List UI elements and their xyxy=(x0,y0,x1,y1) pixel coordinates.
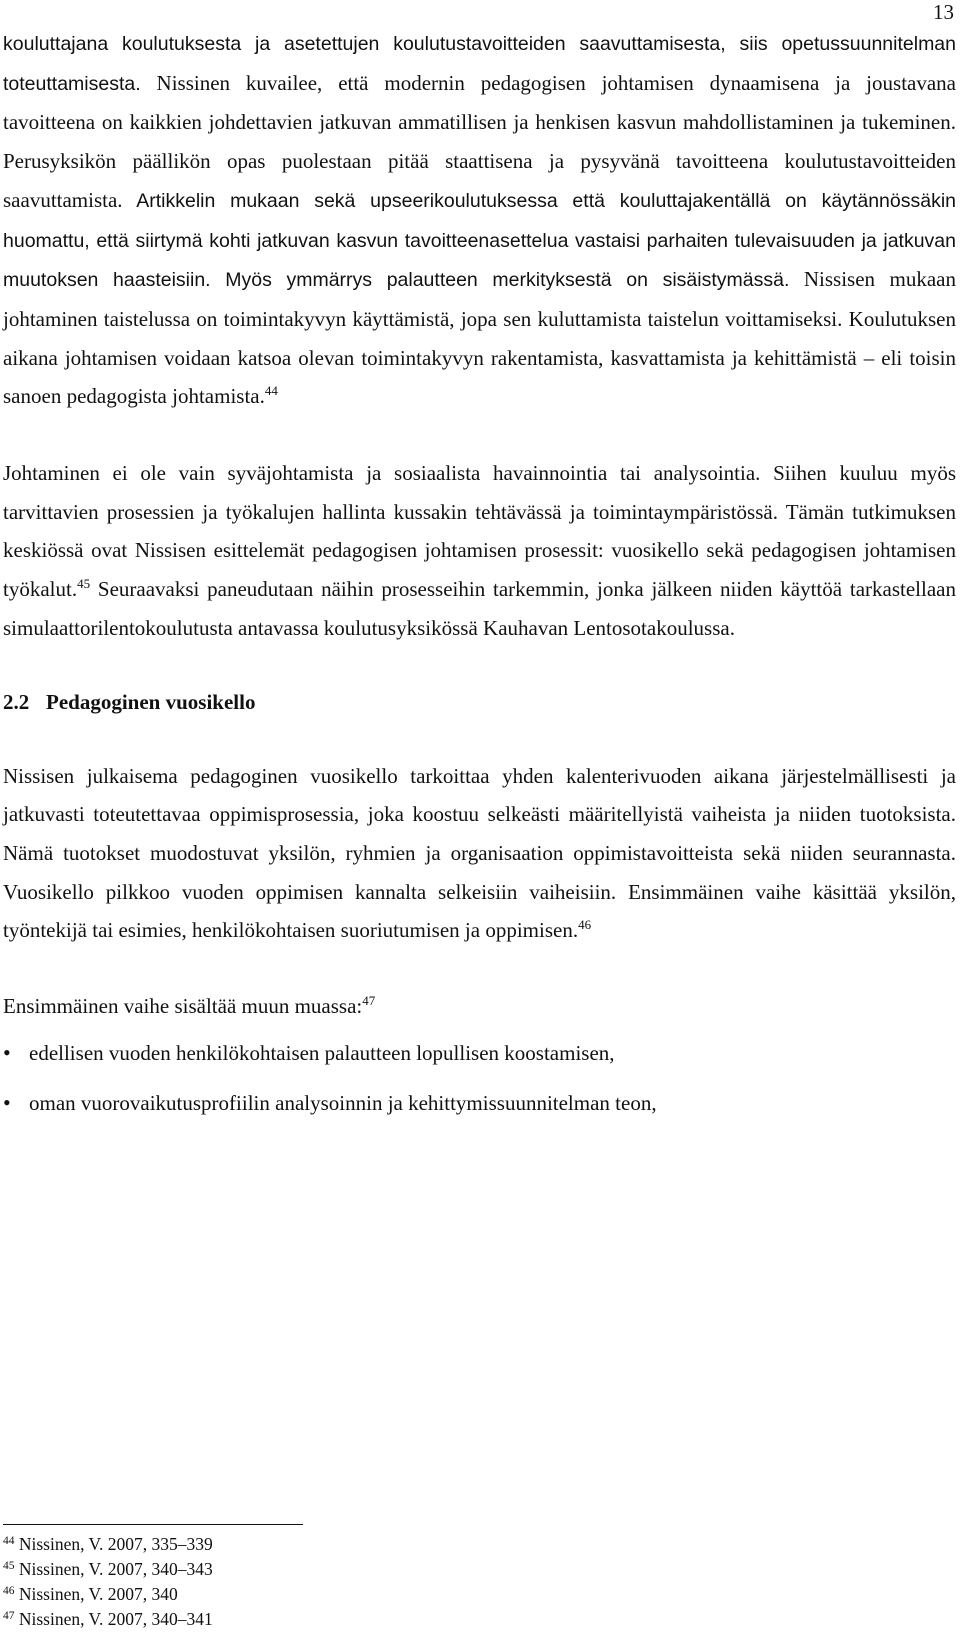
page-number: 13 xyxy=(933,0,954,24)
paragraph-4-text: Ensimmäinen vaihe sisältää muun muassa: xyxy=(3,994,363,1019)
footnote-number: 47 xyxy=(3,1610,15,1622)
footnote-number: 46 xyxy=(3,1585,15,1597)
list-item-text: edellisen vuoden henkilökohtaisen palautteen lopullisen koostamisen, xyxy=(29,1040,615,1065)
section-number: 2.2 xyxy=(3,689,30,714)
paragraph-1-part-1: kouluttajana koulutuksesta ja asetettujen koulutustavoitteiden saavuttamisesta, siis opetussuunnitelman toteuttamisesta. xyxy=(3,33,956,95)
paragraph-3-text: Nissisen julkaisema pedagoginen vuosikello tarkoittaa yhden kalenterivuoden aikana järjestelmällisesti ja jatkuvasti toteutettavaa oppimisprosessia, joka koostuu selkeästi määritellyistä vaiheista ja niiden tuotoksista. Nämä tuotokset muodostuvat yksilön, ryhmien ja organisaation oppimistavoitteista sekä niiden seurannasta. Vuosikello pilkkoo vuoden oppimisen kannalta selkeisiin vaiheisiin. Ensimmäinen vaihe käsittää yksilön, työntekijä tai esimies, henkilökohtaisen suoriutumisen ja oppimisen. xyxy=(3,763,956,943)
paragraph-2-text: Johtaminen ei ole vain syväjohtamista ja sosiaalista havainnointia tai analysointia. Siihen kuuluu myös tarvittavien prosessien ja työkalujen hallinta kussakin tehtävässä ja toimintaympäristössä. Tämän tutkimuksen keskiössä ovat Nissisen esittelemät pedagogisen johtamisen prosessit: vuosikello sekä pedagogisen johtamisen työkalut. xyxy=(3,461,956,602)
footnote xyxy=(3,1532,213,1557)
footnotes xyxy=(3,1532,213,1632)
page-body xyxy=(3,24,956,1128)
paragraph-2 xyxy=(3,454,956,648)
footnote-number: 44 xyxy=(3,1535,15,1547)
list-item-text: oman vuorovaikutusprofiilin analysoinnin ja kehittymissuunnitelman teon, xyxy=(29,1090,657,1115)
section-heading xyxy=(3,687,956,717)
footnote-divider xyxy=(3,1524,303,1525)
footnote xyxy=(3,1607,213,1632)
paragraph-1 xyxy=(3,24,956,416)
bullet-icon: • xyxy=(3,1089,11,1115)
paragraph-2-text-after: Seuraavaksi paneudutaan näihin prosesseihin tarkemmin, jonka jälkeen niiden käyttöä tarkastellaan simulaattorilentokoulutusta antavassa koulutusyksikössä Kauhavan Lentosotakoulussa. xyxy=(3,577,956,640)
footnote-ref-47: 47 xyxy=(362,993,376,1009)
footnote xyxy=(3,1557,213,1582)
footnote-text: Nissinen, V. 2007, 340 xyxy=(18,1584,178,1604)
list-item xyxy=(3,1078,956,1128)
bullet-icon: • xyxy=(3,1039,11,1065)
footnote-text: Nissinen, V. 2007, 340–343 xyxy=(18,1559,213,1579)
footnote-text: Nissinen, V. 2007, 340–341 xyxy=(18,1609,213,1629)
footnote-text: Nissinen, V. 2007, 335–339 xyxy=(18,1534,213,1554)
footnote-ref-44: 44 xyxy=(264,383,278,399)
footnote-ref-45: 45 xyxy=(77,576,91,592)
section-title: Pedagoginen vuosikello xyxy=(46,689,256,714)
footnote-ref-46: 46 xyxy=(578,917,592,933)
footnote xyxy=(3,1582,213,1607)
paragraph-1-part-2: Nissinen kuvailee, että modernin pedagogisen johtamisen dynaamisena ja joustavana tavoitteena on kaikkien johdettavien jatkuvan ammatillisen ja henkisen kasvun mahdollistaminen ja tukeminen. Perusyksikön päällikön opas puolestaan pitää staattisena ja pysyvänä tavoitteena koulutustavoitteiden saavuttamista. xyxy=(3,70,956,212)
footnote-number: 45 xyxy=(3,1560,15,1572)
bullet-list xyxy=(3,1028,956,1128)
paragraph-1-part-3: Artikkelin mukaan sekä upseerikoulutuksessa että kouluttajakentällä on käytännössäkin huomattu, että siirtymä kohti jatkuvan kasvun tavoitteenasettelua vastaisi parhaiten tulevaisuuden ja jatkuvan muutoksen haasteisiin. Myös ymmärrys palautteen merkityksestä on sisäistymässä. xyxy=(3,189,956,292)
list-item xyxy=(3,1028,956,1078)
paragraph-3 xyxy=(3,757,956,951)
paragraph-1-part-4: Nissisen mukaan johtaminen taistelussa on toimintakyvyn käyttämistä, jopa sen kuluttamista taistelun voittamiseksi. Koulutuksen aikana johtamisen voidaan katsoa olevan toimintakyvyn rakentamista, kasvattamista ja kehittämistä – eli toisin sanoen pedagogista johtamista. xyxy=(3,267,956,409)
paragraph-4 xyxy=(3,987,956,1026)
